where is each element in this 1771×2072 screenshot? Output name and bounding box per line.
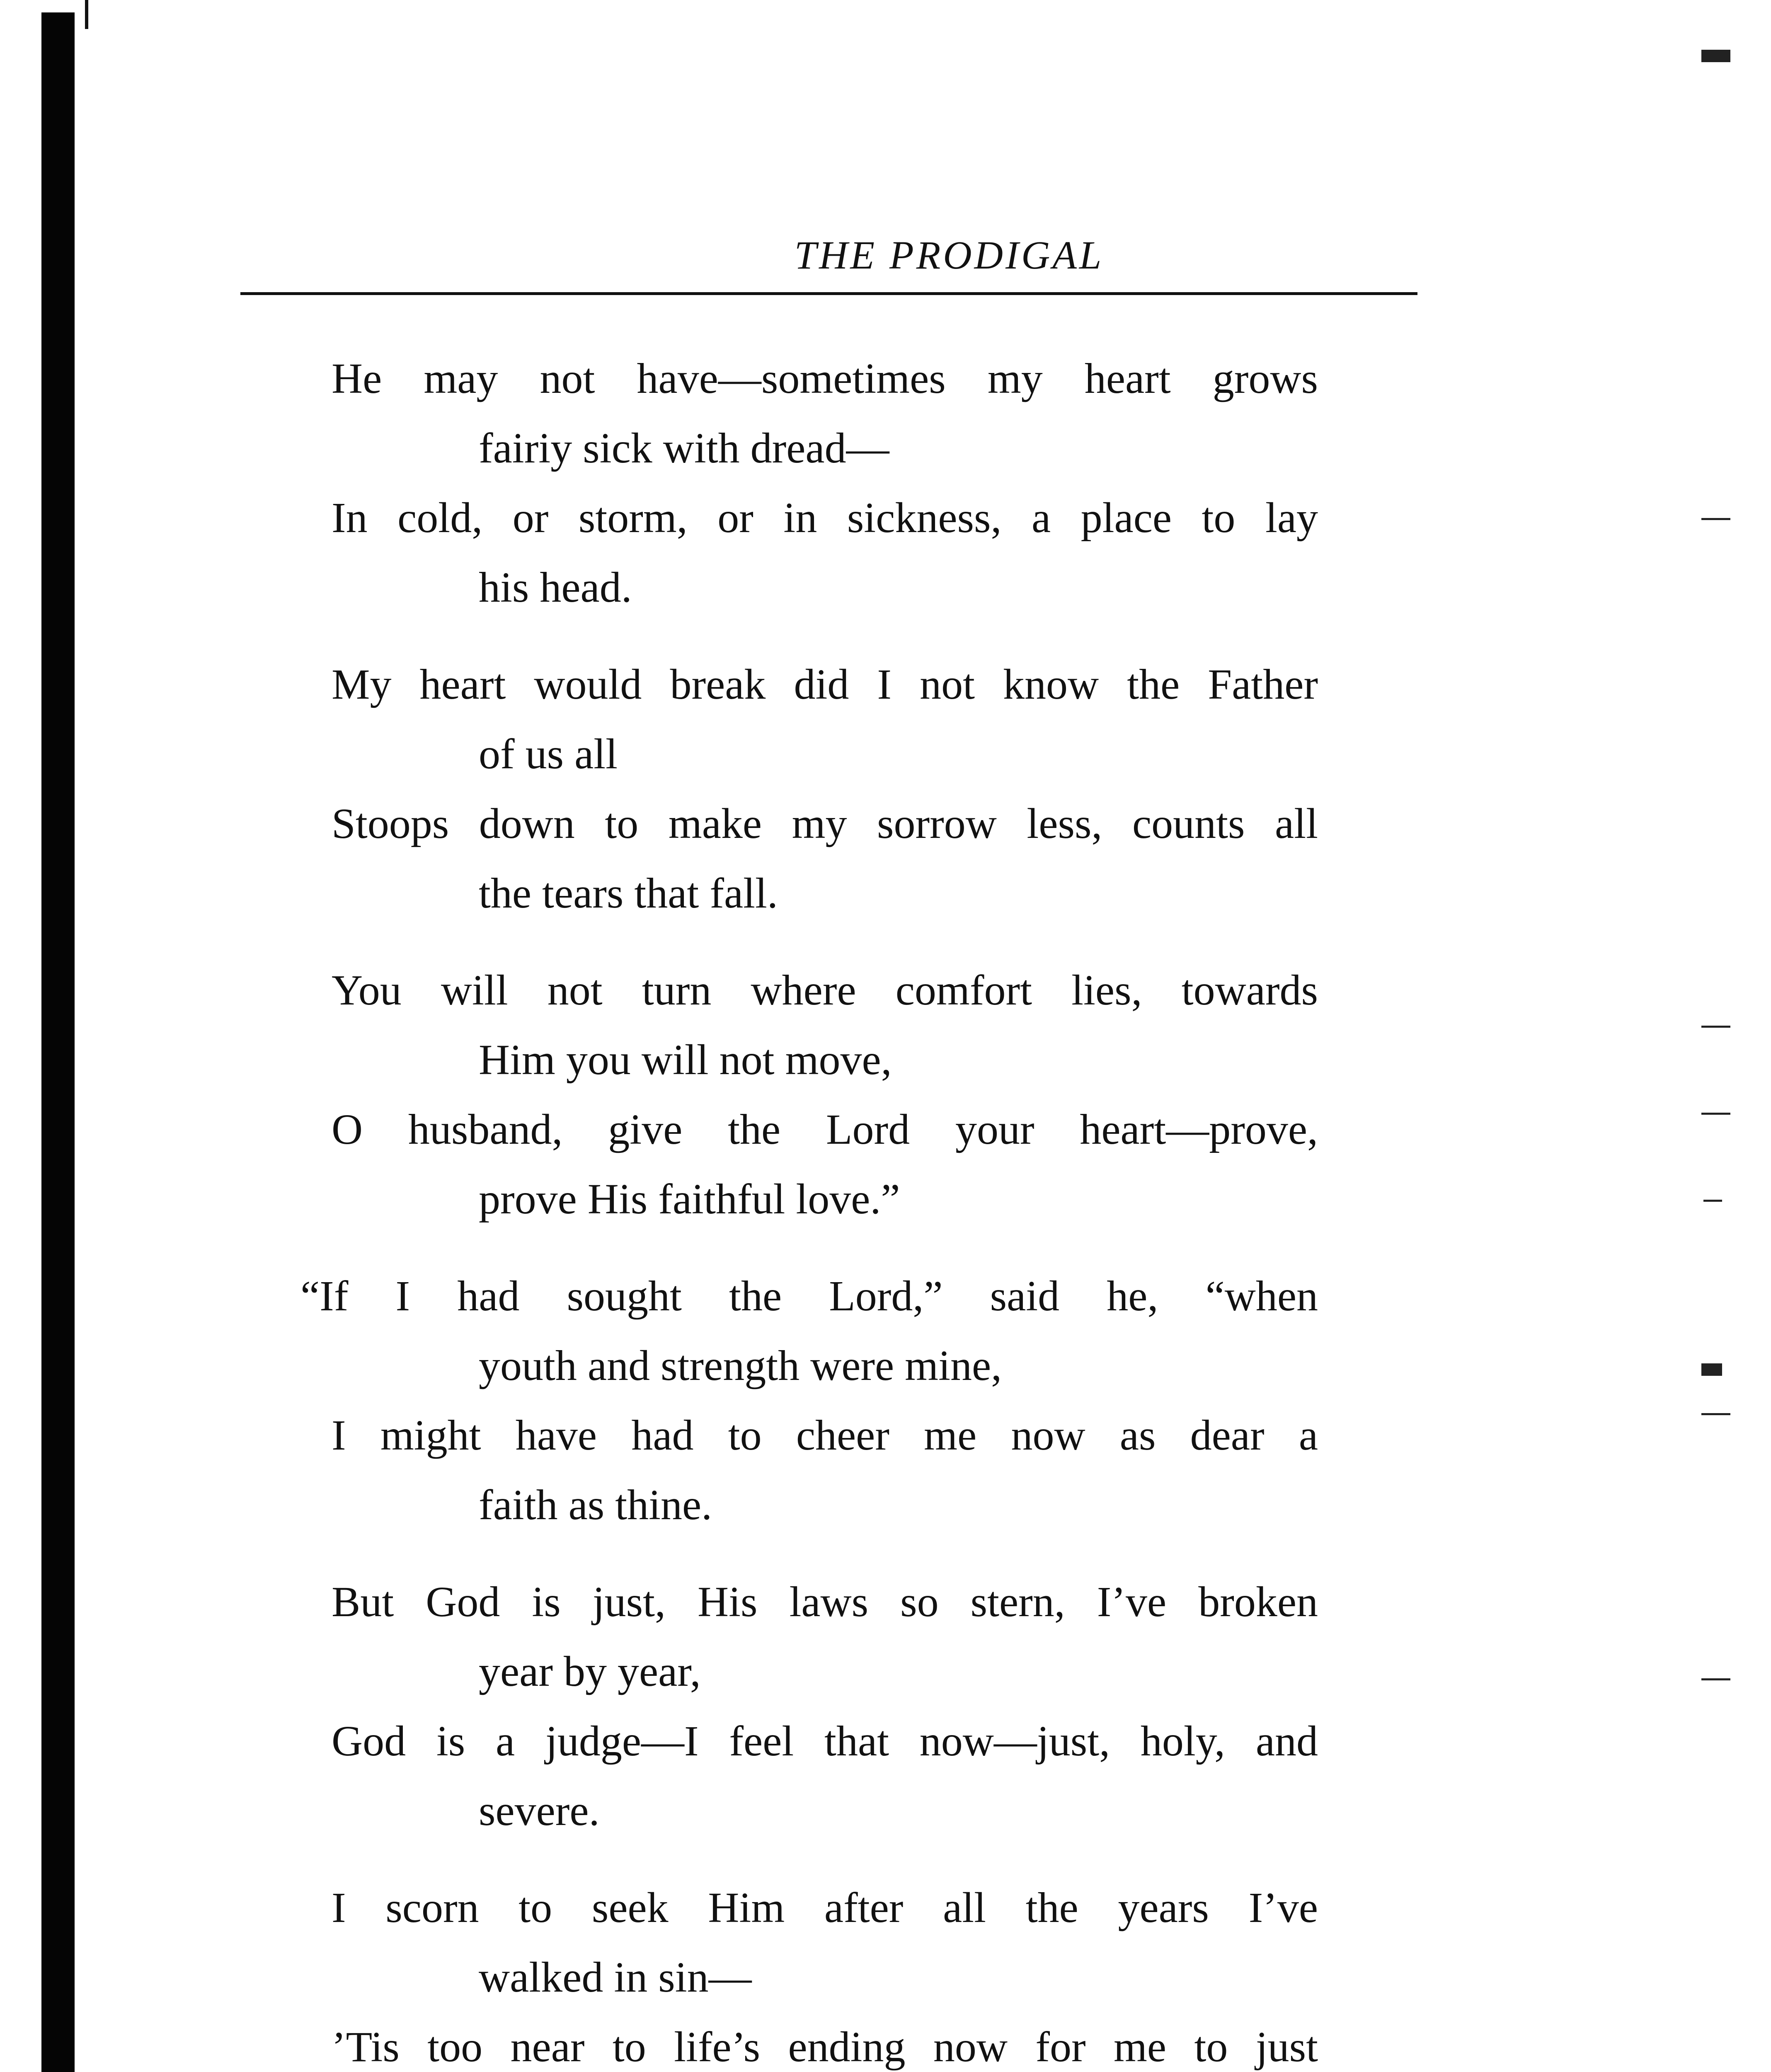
stanza	[332, 344, 1318, 622]
scan-mark	[1701, 1678, 1730, 1680]
verse-line-continuation: the tears that fall.	[479, 869, 778, 917]
scan-mark	[1701, 1113, 1730, 1115]
stanza	[332, 1567, 1318, 1846]
verse-line-continuation: youth and strength were mine,	[479, 1342, 1002, 1389]
scan-mark	[1701, 50, 1730, 62]
verse-line-continuation: faith as thine.	[479, 1481, 712, 1529]
poem-body	[300, 344, 1318, 2072]
verse-line: I might have had to cheer me now as dear a	[332, 1411, 1318, 1459]
verse-line-continuation: of us all	[479, 730, 618, 778]
scan-mark	[1701, 1413, 1730, 1415]
verse-line-continuation: Him you will not move,	[479, 1036, 892, 1084]
verse-line: In cold, or storm, or in sickness, a place to lay	[332, 494, 1318, 542]
stanza	[332, 650, 1318, 928]
verse-line: He may not have—sometimes my heart grows	[332, 355, 1318, 402]
verse-line-continuation: prove His faithful love.”	[479, 1175, 900, 1223]
scan-mark	[1703, 1200, 1722, 1202]
stanza	[300, 1261, 1318, 1540]
verse-line: God is a judge—I feel that now—just, holy, and	[332, 1717, 1318, 1765]
verse-line-continuation: walked in sin—	[479, 1953, 752, 2001]
verse-line-continuation: year by year,	[479, 1648, 701, 1695]
scan-mark	[1701, 1026, 1730, 1028]
verse-line: You will not turn where comfort lies, towards	[332, 966, 1318, 1014]
verse-line-continuation: his head.	[479, 564, 632, 611]
verse-line: O husband, give the Lord your heart—prove,	[332, 1106, 1318, 1153]
verse-line: Stoops down to make my sorrow less, counts all	[332, 800, 1318, 847]
scan-mark	[1701, 518, 1730, 520]
verse-line-continuation: fairiy sick with dread—	[479, 424, 889, 472]
binding-mark	[85, 0, 88, 29]
stanza	[332, 956, 1318, 1234]
verse-line: I scorn to seek Him after all the years I’ve	[332, 1884, 1318, 1932]
verse-line-continuation: severe.	[479, 1787, 600, 1835]
running-head: THE PRODIGAL	[794, 233, 1104, 277]
verse-line: “If I had sought the Lord,” said he, “when	[300, 1272, 1318, 1320]
verse-line: ’Tis too near to life’s ending now for me to just	[332, 2023, 1318, 2071]
verse-line: My heart would break did I not know the Father	[332, 661, 1318, 708]
header-rule	[240, 292, 1417, 295]
stanza	[332, 1873, 1318, 2072]
verse-line: But God is just, His laws so stern, I’ve broken	[332, 1578, 1318, 1626]
binding-shadow	[41, 12, 75, 2072]
scan-mark	[1701, 1363, 1722, 1376]
